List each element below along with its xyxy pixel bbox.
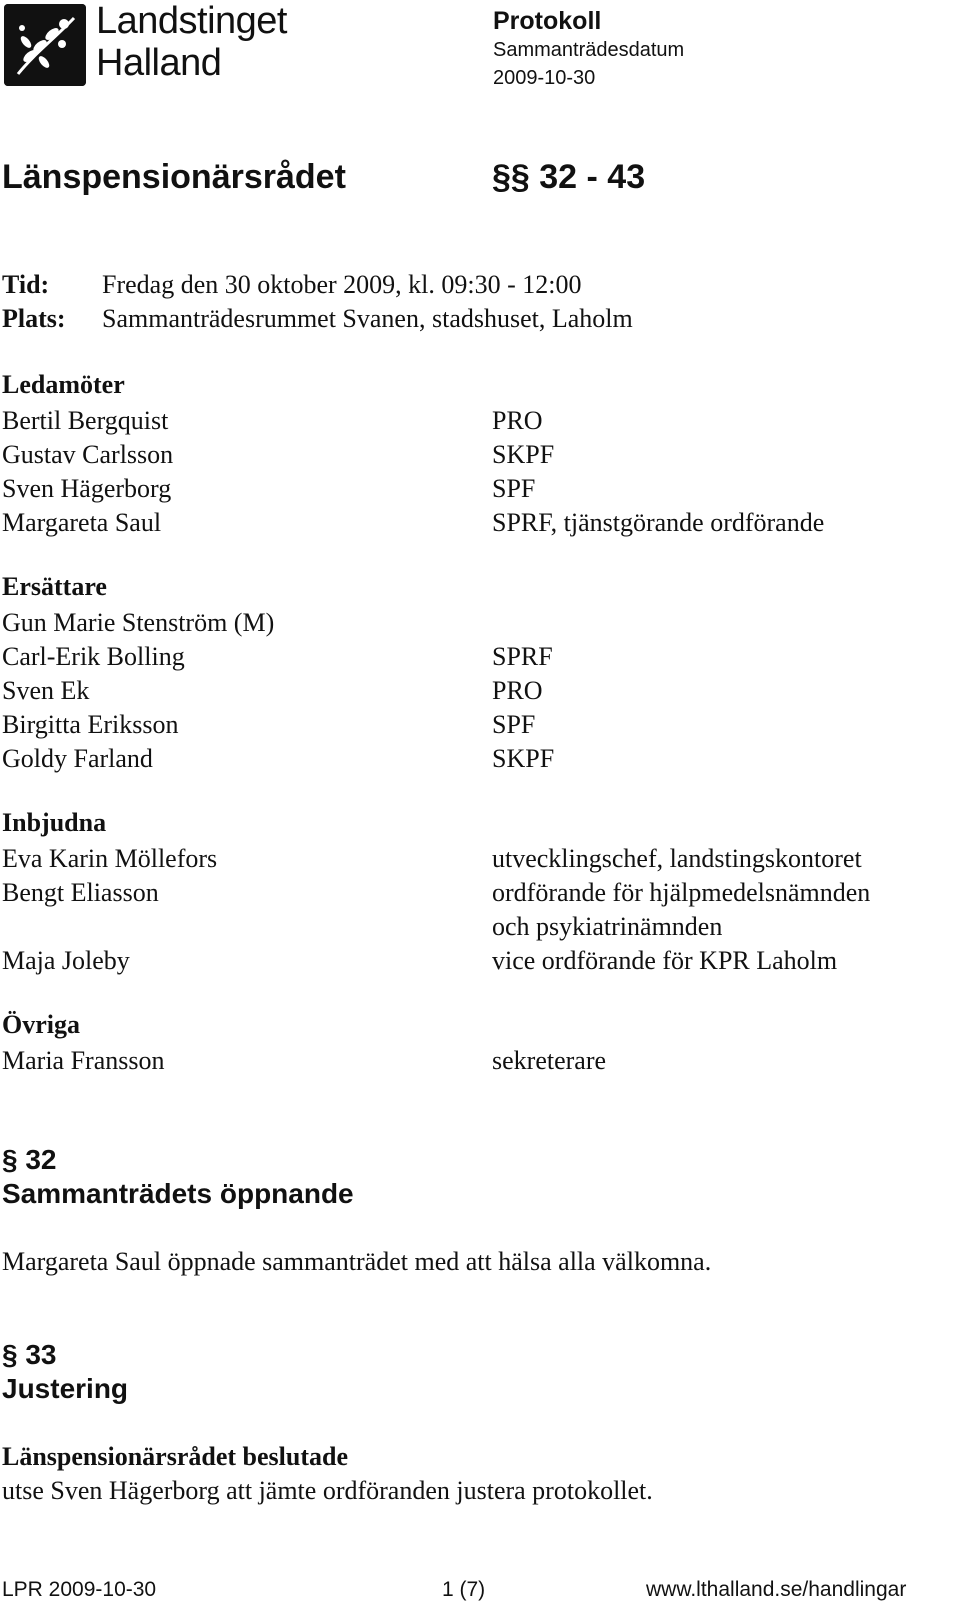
- section-heading: Justering: [2, 1373, 129, 1404]
- others-heading: Övriga: [2, 1010, 80, 1039]
- others-role: sekreterare: [492, 1046, 607, 1075]
- member-name: Margareta Saul: [2, 508, 162, 537]
- invited-role: ordförande för hjälpmedelsnämnden: [492, 878, 871, 907]
- page-title: Länspensionärsrådet: [2, 158, 346, 196]
- substitute-name: Birgitta Eriksson: [2, 710, 179, 739]
- time-value: Fredag den 30 oktober 2009, kl. 09:30 - 12:00: [102, 270, 582, 299]
- landstinget-logo: [4, 4, 86, 86]
- invited-name: Eva Karin Möllefors: [2, 844, 218, 873]
- members-heading: Ledamöter: [2, 370, 125, 399]
- section-number: § 33: [2, 1339, 57, 1370]
- doc-type: Protokoll: [493, 7, 602, 35]
- invited-name: Bengt Eliasson: [2, 878, 159, 907]
- substitute-name: Carl-Erik Bolling: [2, 642, 185, 671]
- paragraph-range: §§ 32 - 43: [492, 158, 646, 196]
- member-role: SKPF: [492, 440, 555, 469]
- leaf-emblem-icon: [4, 4, 86, 86]
- meeting-date: 2009-10-30: [493, 67, 596, 89]
- member-name: Sven Hägerborg: [2, 474, 172, 503]
- protocol-header: [493, 6, 684, 92]
- substitutes-heading: Ersättare: [2, 572, 107, 601]
- footer-ref: LPR 2009-10-30: [2, 1578, 157, 1601]
- substitute-role: SKPF: [492, 744, 555, 773]
- section-text: utse Sven Hägerborg att jämte ordföranden justera protokollet.: [2, 1476, 653, 1505]
- member-name: Bertil Bergquist: [2, 406, 169, 435]
- place-label: Plats:: [2, 304, 66, 333]
- substitute-role: SPF: [492, 710, 536, 739]
- member-role: PRO: [492, 406, 543, 435]
- invited-role: och psykiatrinämnden: [492, 912, 723, 941]
- place-value: Sammanträdesrummet Svanen, stadshuset, Laholm: [102, 304, 633, 333]
- time-label: Tid:: [2, 270, 50, 299]
- substitute-role: SPRF: [492, 642, 553, 671]
- footer-link[interactable]: www.lthalland.se/handlingar: [646, 1578, 907, 1601]
- substitute-name: Sven Ek: [2, 676, 90, 705]
- page-number: 1 (7): [442, 1578, 486, 1601]
- org-name: [96, 0, 287, 84]
- invited-role: utvecklingschef, landstingskontoret: [492, 844, 862, 873]
- substitute-name: Goldy Farland: [2, 744, 153, 773]
- section-text: Margareta Saul öppnade sammanträdet med att hälsa alla välkomna.: [2, 1247, 712, 1276]
- invited-name: Maja Joleby: [2, 946, 130, 975]
- date-label: Sammanträdesdatum: [493, 39, 685, 61]
- substitute-role: PRO: [492, 676, 543, 705]
- others-name: Maria Fransson: [2, 1046, 165, 1075]
- section-heading: Sammanträdets öppnande: [2, 1178, 354, 1209]
- substitute-name: Gun Marie Stenström (M): [2, 608, 275, 637]
- member-role: SPF: [492, 474, 536, 503]
- member-role: SPRF, tjänstgörande ordförande: [492, 508, 825, 537]
- member-name: Gustav Carlsson: [2, 440, 174, 469]
- org-name-line2: Halland: [96, 42, 222, 84]
- org-name-line1: Landstinget: [96, 0, 287, 42]
- decision-label: Länspensionärsrådet beslutade: [2, 1442, 348, 1471]
- invited-heading: Inbjudna: [2, 808, 107, 837]
- section-number: § 32: [2, 1144, 57, 1175]
- invited-role: vice ordförande för KPR Laholm: [492, 946, 838, 975]
